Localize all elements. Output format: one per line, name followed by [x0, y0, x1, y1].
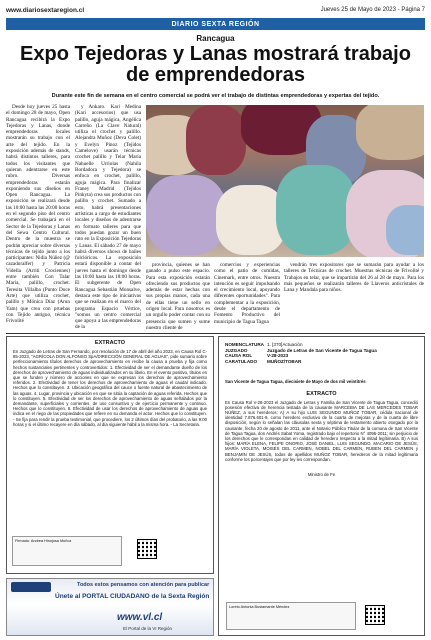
causa-label: CAUSA ROL	[225, 353, 253, 359]
qr-code-icon	[138, 540, 156, 558]
notice-body: En Causa Rol V-28-2023 el Juzgado de Letras y Familia de San Vicente de Tagua Tagua, concedió posesión efectiva de herencia testada de la causante MARCEBIA DE LAS MERCEDES TOBAR NÚÑEZ, a sus herederos: A) A su hijo LUIS SEGUNDO MUÑOZ TOBAR, cédula nacional de identidad 7.876.601-9, como heredero exclusivo de la cuarta de mejoras y de la cuarta de libre disposición, según lo señalan las cláusulas sexta y séptima de testamento abierto otorgado por la causante, fecha 20 de agosto de 2011, ante el Notario Público Titular de la comuna de San Vicente de Tagua Tagua, don Andrés Sabat Yoma, registrado bajo el repertorio N° 4096-2011; sin perjuicio de los derechos que le correspondan en calidad de heredero respecto a la mitad legítimaria. B) A sus hijos: MARÍA ELENA, FELIPE ONORIO, JOSÉ DANIEL, LUIS SEGUNDO, MACARIO DE JESÚS, MARÍA VIOLETA, MOISÉS DEL CARMEN, NOBEL DEL CARMEN, RUBEN DEL CARMEN y BENJAMÍN DE JESÚS, todos de apellidos MUÑOZ TOBAR, herederos de la mitad legítimaria conforme los porcentajes que por ley les correspondan.	[225, 399, 418, 462]
extract-body: En Juzgado de Letras de San Fernando, por resolución de 17 de abril del año 2023, en Causa Rol C-85-2023, "AGRÍCOLA DON ALFONSO SpA/DIRECCIÓN GENERAL DE AGUAS", pide sumario sobre perfeccionamiento títulos derechos de aprovechamiento en recibe la causa a prueba y fija como hechos sustanciales pertinentes y controvertidos: 1. Efectividad de ser el demandante dueño de los derechos de aprovechamiento de aguas individualizados en su libelo. En el evento positivo, títulos en que se funden y número de acciones en que se expresan los derechos de aprovechamiento referidos. 2. Efectividad de tener los derechos de aprovechamiento de aguas el caudal indicado. Hechos que lo constituyen. 3. Ubicación geográfica del cauce o fuente natural de abastecimiento de las aguas. 4. Lugar, provincia y ubicación en que se sitúa la captación de aguas referida. Hechos que lo constituyen. 5. Efectividad de ser los derechos de aprovechamiento de aguas señalados por la demandante, superficiales y corrientes, de uso consuntivo y de ejercicio permanente y continuo. Hechos que lo constituyen. 6. Efectividad de usar los derechos de aprovechamiento de aguas que indica en el riego de las propiedades que refiere en su demanda el actor. Hechos que lo constituyen. - Se fija para rendir la prueba testimonial, que procediere, los 2 últimos días del probatorio, a las 9:00 horas y si el último recayere en día sábado, al día siguiente hábil a la misma hora. - La Secretaria.	[13, 349, 207, 427]
advert-line-1: Todos estos pensamos con atención para publicar	[77, 582, 210, 588]
signature-name: Firmado: Andrea Hinojosa Muñoz	[15, 539, 72, 543]
extract-title: EXTRACTO	[94, 340, 126, 346]
portal-advert[interactable]	[6, 578, 214, 636]
signature-block	[12, 536, 122, 566]
caratulado-value: MUÑOZ/TOBAR	[267, 358, 302, 364]
qr-code-icon	[366, 606, 384, 624]
case-details	[219, 337, 424, 367]
article-column-4	[214, 262, 280, 330]
divider	[6, 333, 425, 334]
notice-title: EXTRACTO	[306, 390, 337, 397]
article-headline: Expo Tejedoras y Lanas mostrará trabajo de emprendedoras	[20, 43, 411, 86]
article-text: vendrán tres expositores que se sumarán para ayudar a los talleres de Técnicas de crochet. Muestras técnicas de Frivolité y Trabajos en telar, que se impartirán del 26 al 28 de mayo. Para los más pequeños se realizarán talleres de Llaveros anticristales de Lana y Mandala para niños.	[284, 262, 424, 294]
site-url[interactable]: www.diariosextaregion.cl	[6, 6, 85, 14]
article-column-5	[284, 262, 424, 330]
section-band: DIARIO SEXTA REGIÓN	[6, 18, 425, 30]
article-kicker: Rancagua	[196, 34, 235, 43]
article-column-1	[6, 104, 70, 330]
article-deck: Durante este fin de semana en el centro comercial se podrá ver el trabajo de distintas emprendedoras y expertas del tejido.	[51, 93, 380, 99]
notice-sign-off: Ministro de Fe	[307, 472, 336, 478]
advert-line-2: Únete al PORTAL CIUDADANO de la Sexta Región	[55, 593, 210, 600]
notice-date: San Vicente de Tagua Tagua, diecisiete de Mayo de dos mil veintitrés	[225, 379, 366, 385]
date-page: Jueves 25 de Mayo de 2023 - Página 7	[320, 7, 425, 13]
article-text: provincia, quienes se han ganado a pulso este espacio. Para esta exposición estarán ofreciendo sus productos que además de estar hechas con sus propias manos, cada una de ellas tiene un sello en origen local. Para nosotros es un orgullo poder contar con su presencia que sumen y sume nuestro cliente de	[146, 262, 210, 330]
nomen-label: NOMENCLATURA	[225, 342, 264, 347]
article-column-3	[146, 262, 210, 330]
caratulado-label: CARATULADO	[225, 358, 258, 364]
causa-value: V-28-2023	[267, 353, 289, 359]
juzgado-value: Juzgado de Letras de San Vicente de Tagua Tagua	[267, 347, 377, 353]
article-text: y Ankaro. Kari Medina (Kari accesorios) que usa palillo, aguja mágica, Angélica Carreño (La Clave Natural) utiliza el crochet y palillo. Alejandra Muñoz (Deva Colet) y Evelyn Pinoz (Tejidos Camelove) usarán técnicas crochet palillo y Telar María Nahuelle Urriolas (Nahila Bordadora y Tejedora) se enfoca en crochet, palillo, aguja mágica. Para finalizar Franey Madrid (Tejidos Pinkyta) crea sus productos con palillo y crochet. Sumado a esto, habrá presentaciones artísticas a cargo de estudiantes locales y diseños de adentrarse en formato talleres para que todos puedan gozar un buen rato en la Exposición Tejedoras y Lanas. El sábado 27 de mayo habrá diversos shows de bailes folclóricos. La exposición estará disponible a contar del jueves hasta el domingo desde las 10:00 hasta las 18:00 horas. El subgerente de Open Rancagua Sebastián Monsalve, destaca este tipo de iniciativas que se realizan en el marco del programa Espacio Vértice, "somos un centro comercial que apoya a las emprendedoras de la	[75, 104, 141, 330]
advert-logo	[11, 582, 51, 592]
knitting-photo	[146, 105, 424, 257]
legal-notice-right	[218, 336, 425, 636]
page-header	[6, 4, 425, 16]
advert-url[interactable]: www.vl.cl	[117, 612, 163, 623]
article-text: comercios y experiencias como el patio de comidas, Cinemark, entre otros. Nuestra intención es seguir impulsando el crecimiento local, apoyando diferentes oportunidades". Para complementar a la exposición, desde el departamento de Fomento Productivo del municipio de Tagua Tagua	[214, 262, 280, 325]
juzgado-label: JUZGADO	[225, 347, 248, 353]
article-column-2	[75, 104, 141, 330]
article-text: Desde hoy jueves 25 hasta el domingo 28 de mayo, Open Rancagua recibirá la Expo Tejedoras y Lanas, donde emprendedoras locales mostrarán su trabajo con el arte del tejido. En la exposición además de stands, habrá distintos talleres, para todos los visitantes que quieran adentrarse en este rubro. Diversas emprendedoras estarán exponiendo sus diseños en Open Rancagua. La exposición se realizará desde las 10:00 hasta las 20:00 horas en el segundo piso del centro comercial. Se trabajará en el Sector de la Tejedoras y Lanas del Sewa Centro Cultural. Dentro de la muestra se podrán apreciar sobre diversas técnicas de tejido junto a los participantes: Nidia Núñez (@ cazadoralfer) y Patricia Vidella (Arriti Crociennes) entre también Con Talar María, palillo, crochet. Teresita Villalba (Punto Doce Arte) que utiliza crochet, palillo y Mónica Díaz (Arun Yam) que crea con pruebas con Tejido antiguo, técnica Frivolité	[6, 104, 70, 325]
signature-name: Loreto Antonia Bustamante Méndez	[229, 605, 290, 609]
advert-tagline: El Portal de la VI Región	[123, 626, 173, 631]
nomen-value: 1. [370]Actuación	[267, 342, 303, 347]
signature-block-right	[226, 602, 356, 630]
